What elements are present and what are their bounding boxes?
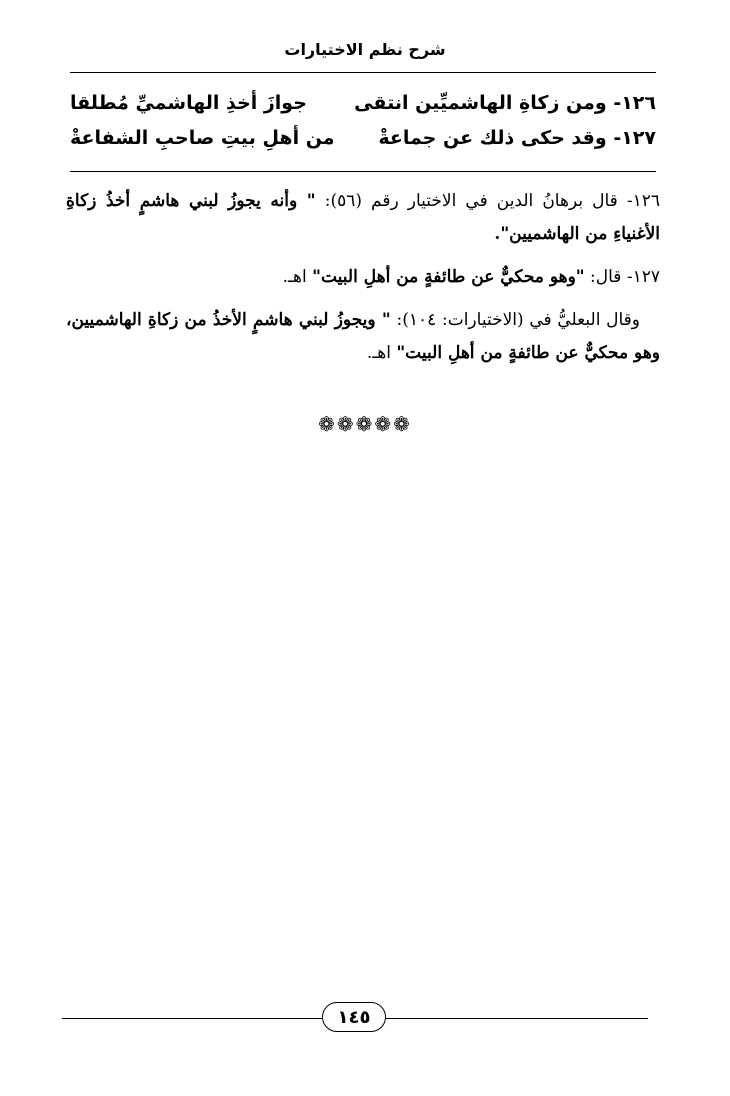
commentary-lead: ١٢٦- قال برهانُ الدين في الاختيار رقم (٥٦): [324, 191, 660, 211]
commentary-lead: وقال البعليُّ في (الاختيارات: ١٠٤): [396, 310, 641, 330]
section-end-ornaments: ❁❁❁❁❁ [318, 412, 412, 436]
commentary-paragraph [66, 185, 660, 251]
verse-second-hemistich: من أهلِ بيتِ صاحبِ الشفاعةْ [70, 127, 335, 149]
commentary-paragraph [66, 304, 660, 370]
running-header: شرح نظم الاختيارات [284, 40, 446, 59]
verse-second-hemistich: جوازَ أخذِ الهاشميِّ مُطلقا [70, 92, 307, 114]
commentary-quote: " وأنه يجوزُ لبني هاشمٍ أخذُ زكاةِ الأغنياءِ من الهاشميين". [66, 191, 660, 244]
commentary-quote: " ويجوزُ لبني هاشمٍ الأخذُ من زكاةِ الهاشميين، وهو محكيٌّ عن طائفةٍ من أهلِ البيت" [66, 310, 660, 363]
verse-text: وقد حكى ذلك عن جماعةْ [378, 127, 607, 149]
footer-rule-right [384, 1018, 648, 1019]
commentary-paragraph [66, 261, 660, 294]
commentary-quote: "وهو محكيٌّ عن طائفةٍ من أهلِ البيت" [312, 267, 585, 287]
verses-bottom-rule [70, 171, 656, 172]
verse-text: ومن زكاةِ الهاشميِّين انتقى [354, 92, 607, 114]
commentary-body [66, 185, 660, 380]
footer-rule-left [62, 1018, 324, 1019]
verse-first-hemistich [354, 92, 656, 114]
header-rule [70, 72, 656, 73]
verse-row [70, 127, 656, 157]
verse-row [70, 92, 656, 122]
commentary-lead: ١٢٧- قال: [590, 267, 660, 287]
commentary-tail: اهـ. [282, 267, 307, 287]
page-number: ١٤٥ [322, 1002, 386, 1032]
verse-number: ١٢٧- [613, 127, 656, 149]
commentary-tail: اهـ. [366, 343, 391, 363]
verse-first-hemistich [378, 127, 656, 149]
verse-number: ١٢٦- [613, 92, 656, 114]
